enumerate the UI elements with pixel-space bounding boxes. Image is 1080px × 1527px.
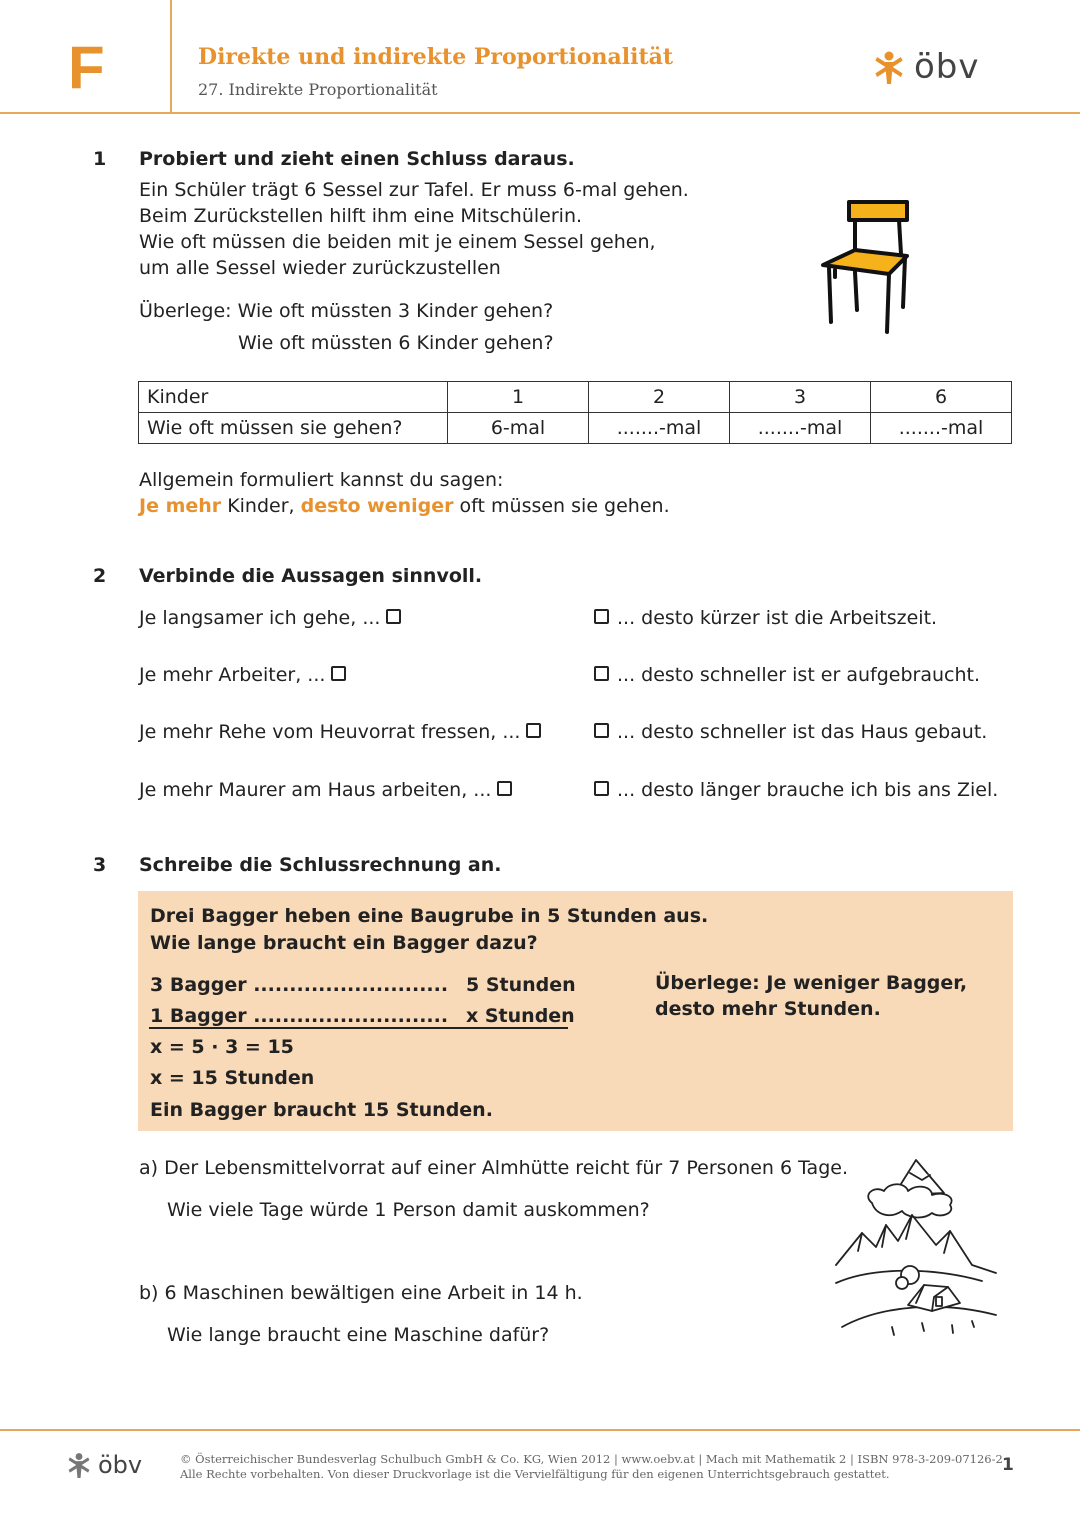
calc-row-right: x Stunden xyxy=(466,1005,575,1027)
text-line: Ein Schüler trägt 6 Sessel zur Tafel. Er muss 6-mal gehen. xyxy=(139,179,689,201)
table-cell: Wie oft müssen sie gehen? xyxy=(139,413,448,444)
text-line: um alle Sessel wieder zurückzustellen xyxy=(139,257,501,279)
table-cell: 6 xyxy=(871,382,1012,413)
hint-text: Überlege: Je weniger Bagger, xyxy=(655,972,968,994)
footer-divider xyxy=(0,1429,1080,1431)
publisher-logo xyxy=(872,47,980,87)
statement-text: Je mehr Maurer am Haus arbeiten, ... xyxy=(139,779,492,801)
statement-text: ... desto schneller ist das Haus gebaut. xyxy=(617,721,988,743)
statement-text: Je mehr Arbeiter, ... xyxy=(139,664,326,686)
checkbox[interactable] xyxy=(594,609,609,624)
table-cell: Kinder xyxy=(139,382,448,413)
table-row xyxy=(139,382,1012,413)
header-divider-horizontal xyxy=(0,112,1080,114)
hint-text: desto mehr Stunden. xyxy=(655,998,881,1020)
checkbox[interactable] xyxy=(594,781,609,796)
task-number: 1 xyxy=(93,148,107,170)
statement-right xyxy=(594,719,987,745)
statement-left xyxy=(139,777,512,803)
calc-line: x = 15 Stunden xyxy=(150,1067,315,1089)
task-number: 3 xyxy=(93,854,107,876)
rule-part: oft müssen sie gehen. xyxy=(453,495,670,517)
task-text xyxy=(139,177,689,281)
statement-text: ... desto länger brauche ich bis ans Ziel. xyxy=(617,779,999,801)
task-heading: Verbinde die Aussagen sinnvoll. xyxy=(139,565,483,587)
checkbox[interactable] xyxy=(497,781,512,796)
table-cell: 6-mal xyxy=(448,413,589,444)
statement-right xyxy=(594,662,980,688)
text-line: Beim Zurückstellen hilft ihm eine Mitschülerin. xyxy=(139,205,583,227)
rule-part: Kinder, xyxy=(221,495,301,517)
checkbox[interactable] xyxy=(594,723,609,738)
calc-row-left: 1 Bagger ........................... xyxy=(150,1005,449,1027)
table-answer-cell[interactable]: .......-mal xyxy=(589,413,730,444)
page-number: 1 xyxy=(1002,1455,1014,1475)
exercise-b-question: Wie lange braucht eine Maschine dafür? xyxy=(167,1324,550,1346)
statement-left xyxy=(139,719,541,745)
calc-line: x = 5 · 3 = 15 xyxy=(150,1036,294,1058)
logo-text: öbv xyxy=(98,1451,143,1479)
task-number: 2 xyxy=(93,565,107,587)
chair-illustration xyxy=(815,192,915,337)
data-table xyxy=(138,381,1012,444)
example-question: Drei Bagger heben eine Baugrube in 5 Stunden aus. xyxy=(150,905,709,927)
logo-text: öbv xyxy=(914,47,980,87)
think-line-2: Wie oft müssten 6 Kinder gehen? xyxy=(238,332,554,354)
statement-left xyxy=(139,662,346,688)
rule-highlight: desto weniger xyxy=(300,495,454,517)
page-subtitle: 27. Indirekte Proportionalität xyxy=(198,80,438,99)
task-heading: Probiert und zieht einen Schluss daraus. xyxy=(139,148,575,170)
calc-underline xyxy=(149,1027,568,1029)
header-divider-vertical xyxy=(170,0,172,113)
page-title: Direkte und indirekte Proportionalität xyxy=(198,44,674,70)
copyright xyxy=(180,1452,1003,1482)
table-answer-cell[interactable]: .......-mal xyxy=(871,413,1012,444)
table-cell: 1 xyxy=(448,382,589,413)
calc-row-right: 5 Stunden xyxy=(466,974,576,996)
chapter-letter: F xyxy=(68,34,105,101)
statement-text: ... desto kürzer ist die Arbeitszeit. xyxy=(617,607,938,629)
checkbox[interactable] xyxy=(331,666,346,681)
copyright-line: © Österreichischer Bundesverlag Schulbuch GmbH & Co. KG, Wien 2012 | www.oebv.at | Mach mit Mathematik 2 | ISBN 978-3-209-07126-2 xyxy=(180,1452,1003,1466)
statement-text: Je mehr Rehe vom Heuvorrat fressen, ... xyxy=(139,721,521,743)
text-line: Wie oft müssen die beiden mit je einem Sessel gehen, xyxy=(139,231,656,253)
task-heading: Schreibe die Schlussrechnung an. xyxy=(139,854,502,876)
exercise-b: b) 6 Maschinen bewältigen eine Arbeit in 14 h. xyxy=(139,1282,583,1304)
checkbox[interactable] xyxy=(386,609,401,624)
table-cell: 2 xyxy=(589,382,730,413)
calc-answer: Ein Bagger braucht 15 Stunden. xyxy=(150,1099,493,1121)
think-line-1: Überlege: Wie oft müssten 3 Kinder gehen? xyxy=(139,300,554,322)
statement-right xyxy=(594,777,998,803)
exercise-a: a) Der Lebensmittelvorrat auf einer Almhütte reicht für 7 Personen 6 Tage. xyxy=(139,1157,848,1179)
statement-right xyxy=(594,605,937,631)
copyright-line: Alle Rechte vorbehalten. Von dieser Druckvorlage ist die Vervielfältigung für den eigenen Unterrichtsgebrauch gestattet. xyxy=(180,1467,890,1481)
star-logo-icon xyxy=(872,50,906,84)
statement-text: ... desto schneller ist er aufgebraucht. xyxy=(617,664,981,686)
statement-text: Je langsamer ich gehe, ... xyxy=(139,607,381,629)
general-text: Allgemein formuliert kannst du sagen: xyxy=(139,469,504,491)
checkbox[interactable] xyxy=(526,723,541,738)
rule-highlight: Je mehr xyxy=(139,495,222,517)
checkbox[interactable] xyxy=(594,666,609,681)
exercise-a-question: Wie viele Tage würde 1 Person damit auskommen? xyxy=(167,1199,650,1221)
rule-text xyxy=(139,493,670,519)
statement-left xyxy=(139,605,401,631)
example-question: Wie lange braucht ein Bagger dazu? xyxy=(150,932,538,954)
table-cell: 3 xyxy=(730,382,871,413)
table-row xyxy=(139,413,1012,444)
calc-row-left: 3 Bagger ........................... xyxy=(150,974,449,996)
star-logo-icon xyxy=(66,1452,92,1478)
table-answer-cell[interactable]: .......-mal xyxy=(730,413,871,444)
footer-logo xyxy=(66,1452,142,1478)
mountain-hut-illustration xyxy=(832,1155,1002,1340)
